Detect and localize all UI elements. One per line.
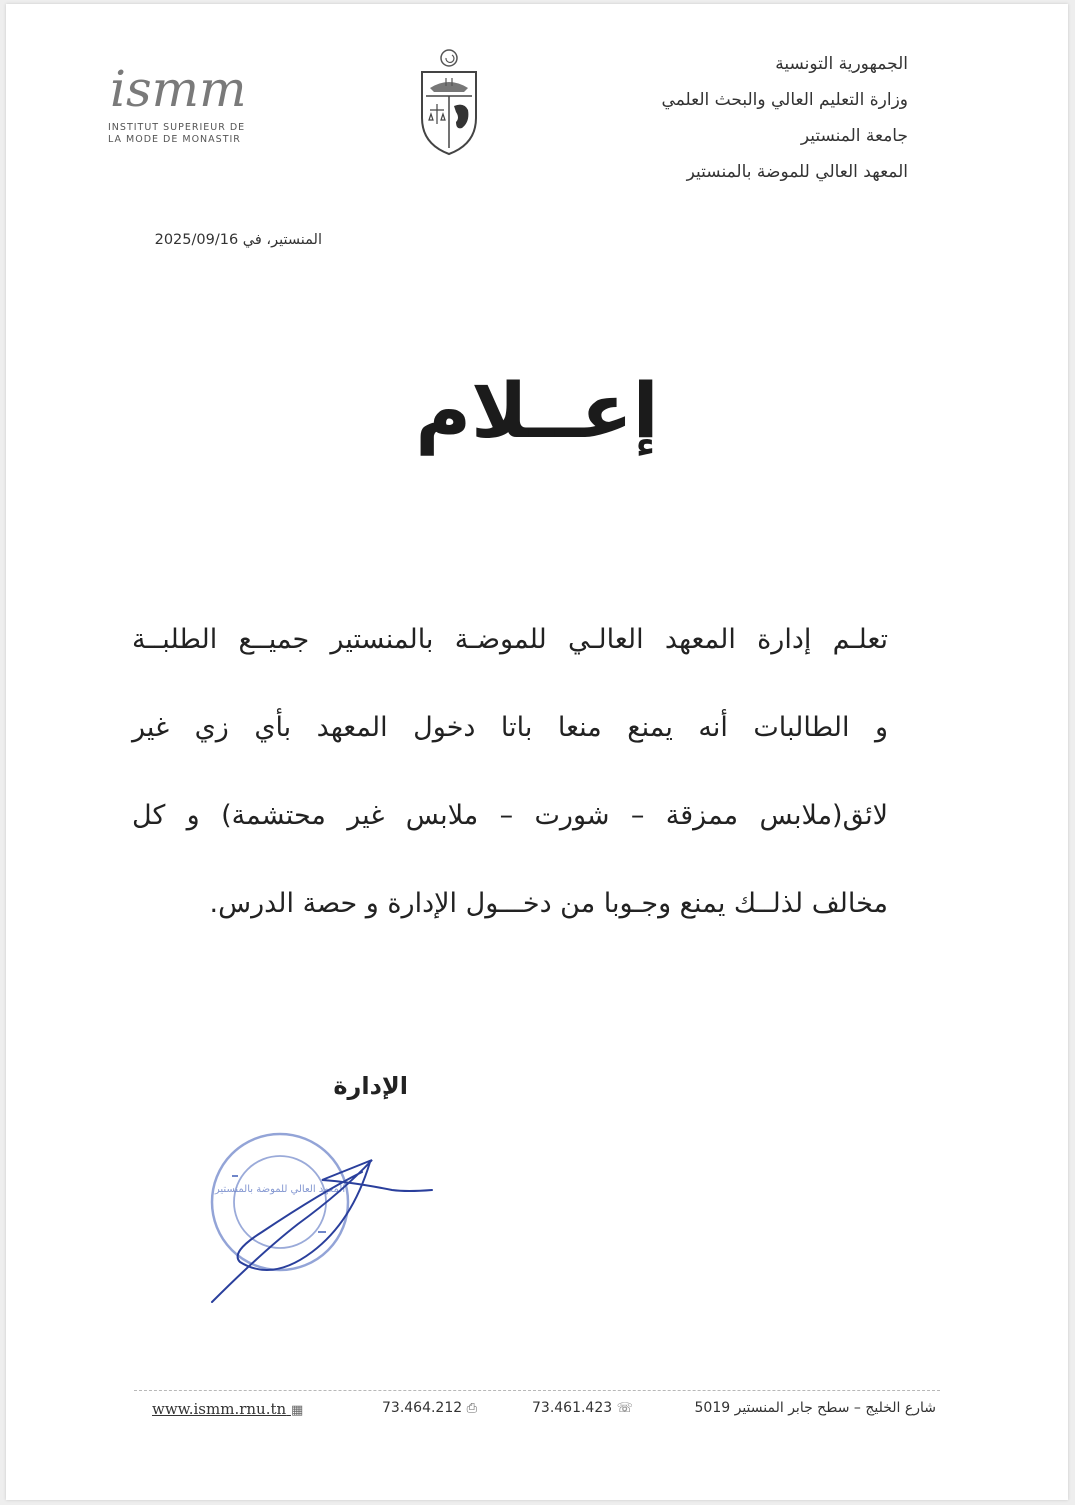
coat-of-arms-icon <box>416 48 482 158</box>
website-text: www.ismm.rnu.tn <box>152 1400 287 1418</box>
institute-address: شارع الخليج – سطح جابر المنستير 5019 <box>694 1400 936 1416</box>
header-republic: الجمهورية التونسية <box>775 54 908 74</box>
stamp-text: المعهد العالي للموضة بالمنستير <box>214 1184 346 1195</box>
header-university: جامعة المنستير <box>800 126 908 146</box>
logo-subtitle-line2: LA MODE DE MONASTIR <box>108 134 241 145</box>
fax-icon: ⎙ <box>466 1401 478 1416</box>
phone-icon: ☏ <box>616 1401 633 1416</box>
fax-text: 73.464.212 <box>382 1400 463 1416</box>
phone-text: 73.461.423 <box>532 1400 613 1416</box>
web-icon: ▦ <box>290 1403 304 1418</box>
ismm-logo-mark <box>106 56 276 118</box>
signatory-label: الإدارة <box>333 1072 408 1100</box>
logo-wordmark: ismm <box>110 60 247 118</box>
body-line: تعلـم إدارة المعهد العالـي للموضـة بالمنستير جميــع الطلبــة <box>132 624 888 655</box>
fax-number <box>382 1400 477 1416</box>
phone-number <box>532 1400 633 1416</box>
document-page <box>6 4 1068 1500</box>
body-line: لائق(ملابس ممزقة – شورت – ملابس غير محتشمة) و كل <box>132 800 888 831</box>
official-stamp-signature <box>202 1132 442 1307</box>
website-link[interactable] <box>152 1400 303 1418</box>
document-title: إعــلام <box>415 366 659 455</box>
header-ministry: وزارة التعليم العالي والبحث العلمي <box>661 90 908 110</box>
footer-divider <box>134 1390 940 1391</box>
logo-subtitle-line1: INSTITUT SUPERIEUR DE <box>108 122 246 133</box>
ministry-header <box>528 46 908 190</box>
document-date: المنستير، في 2025/09/16 <box>154 232 322 248</box>
institute-logo <box>106 56 286 156</box>
document-footer <box>146 1400 936 1426</box>
body-line: مخالف لذلــك يمنع وجـوبا من دخـــول الإدارة و حصة الدرس. <box>209 888 888 919</box>
header-institute: المعهد العالي للموضة بالمنستير <box>686 162 908 182</box>
announcement-body <box>132 596 888 948</box>
body-line: و الطالبات أنه يمنع منعا باتا دخول المعهد بأي زي غير <box>132 712 888 743</box>
